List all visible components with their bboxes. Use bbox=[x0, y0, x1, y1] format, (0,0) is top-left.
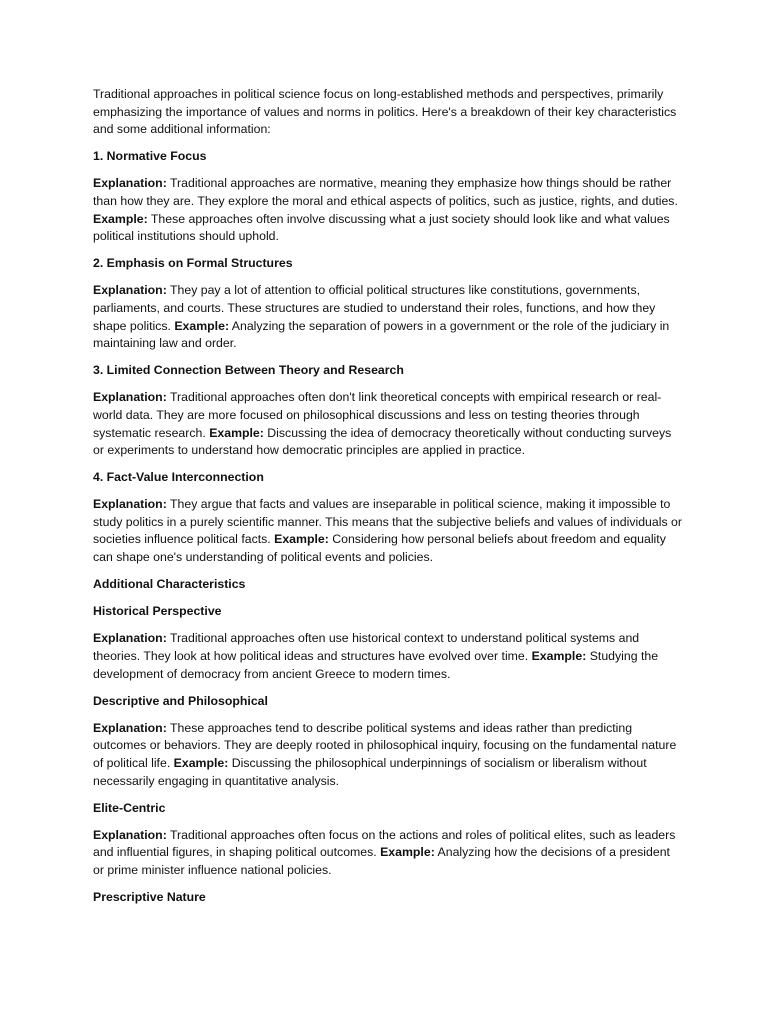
explanation-label: Explanation: bbox=[93, 827, 167, 842]
section-heading-fact-value: 4. Fact-Value Interconnection bbox=[93, 470, 264, 485]
example-text: Discussing the idea of democracy theoretically without conducting surveys or experiments to understand how democratic principles are applied in practice. bbox=[93, 425, 672, 458]
explanation-label: Explanation: bbox=[93, 631, 167, 646]
explanation-text: Traditional approaches often focus on the actions and roles of political elites, such as leaders and influential figures, in shaping political outcomes. bbox=[93, 827, 676, 860]
section-paragraph-elite-centric bbox=[93, 827, 683, 880]
section-heading-formal-structures: 2. Emphasis on Formal Structures bbox=[93, 256, 293, 271]
explanation-label: Explanation: bbox=[93, 176, 167, 191]
example-label: Example: bbox=[173, 755, 229, 770]
example-label: Example: bbox=[174, 318, 230, 333]
example-text: These approaches often involve discussing what a just society should look like and what values political institutions should uphold. bbox=[93, 211, 670, 244]
example-text: Considering how personal beliefs about freedom and equality can shape one's understanding of political events and policies. bbox=[93, 532, 666, 565]
section-paragraph-historical-perspective bbox=[93, 630, 683, 683]
example-label: Example: bbox=[531, 648, 587, 663]
additional-characteristics-heading: Additional Characteristics bbox=[93, 577, 246, 592]
explanation-text: Traditional approaches often don't link theoretical concepts with empirical research or real-world data. They are more focused on philosophical discussions and less on testing theories through systematic research. bbox=[93, 390, 662, 440]
section-paragraph-normative-focus bbox=[93, 175, 683, 245]
explanation-text: Traditional approaches often use historical context to understand political systems and theories. They look at how political ideas and structures have evolved over time. bbox=[93, 631, 640, 663]
explanation-label: Explanation: bbox=[93, 497, 167, 512]
example-label: Example: bbox=[93, 211, 148, 226]
explanation-label: Explanation: bbox=[93, 720, 167, 735]
section-heading-theory-research: 3. Limited Connection Between Theory and Research bbox=[93, 363, 404, 378]
document-body bbox=[93, 86, 683, 916]
explanation-text: They argue that facts and values are inseparable in political science, making it impossible to study politics in a purely scientific manner. This means that the subjective beliefs and values of individuals or societies influence political facts. bbox=[93, 497, 682, 547]
section-paragraph-descriptive-philosophical bbox=[93, 720, 683, 790]
example-text: Analyzing how the decisions of a president or prime minister influence national policies. bbox=[93, 845, 670, 877]
section-paragraph-formal-structures bbox=[93, 282, 683, 352]
explanation-text: These approaches tend to describe political systems and ideas rather than predicting outcomes or behaviors. They are deeply rooted in philosophical inquiry, focusing on the fundamental nature of political life. bbox=[93, 720, 677, 770]
example-text: Discussing the philosophical underpinnings of socialism or liberalism without necessarily engaging in quantitative analysis. bbox=[93, 755, 647, 788]
example-text: Studying the development of democracy from ancient Greece to modern times. bbox=[93, 648, 659, 681]
explanation-text: Traditional approaches are normative, meaning they emphasize how things should be rather than how they are. They explore the moral and ethical aspects of politics, such as justice, rights, and duties. bbox=[93, 176, 678, 208]
intro-paragraph: Traditional approaches in political science focus on long-established methods and perspectives, primarily emphasizing the importance of values and norms in politics. Here's a breakdown of their key characteristics and some additional information: bbox=[93, 87, 677, 137]
section-paragraph-fact-value bbox=[93, 496, 683, 566]
explanation-label: Explanation: bbox=[93, 390, 167, 405]
section-heading-prescriptive-nature: Prescriptive Nature bbox=[93, 889, 206, 904]
section-heading-normative-focus: 1. Normative Focus bbox=[93, 149, 207, 164]
explanation-text: They pay a lot of attention to official political structures like constitutions, governments, parliaments, and courts. These structures are studied to understand their roles, functions, and how they shape politics. bbox=[93, 283, 656, 333]
section-heading-descriptive-philosophical: Descriptive and Philosophical bbox=[93, 693, 268, 708]
section-heading-historical-perspective: Historical Perspective bbox=[93, 604, 222, 619]
section-paragraph-theory-research bbox=[93, 389, 683, 459]
example-label: Example: bbox=[380, 845, 435, 860]
section-heading-elite-centric: Elite-Centric bbox=[93, 800, 166, 815]
example-text: Analyzing the separation of powers in a government or the role of the judiciary in maintaining law and order. bbox=[93, 318, 670, 351]
example-label: Example: bbox=[209, 425, 264, 440]
example-label: Example: bbox=[274, 532, 329, 547]
explanation-label: Explanation: bbox=[93, 283, 167, 298]
